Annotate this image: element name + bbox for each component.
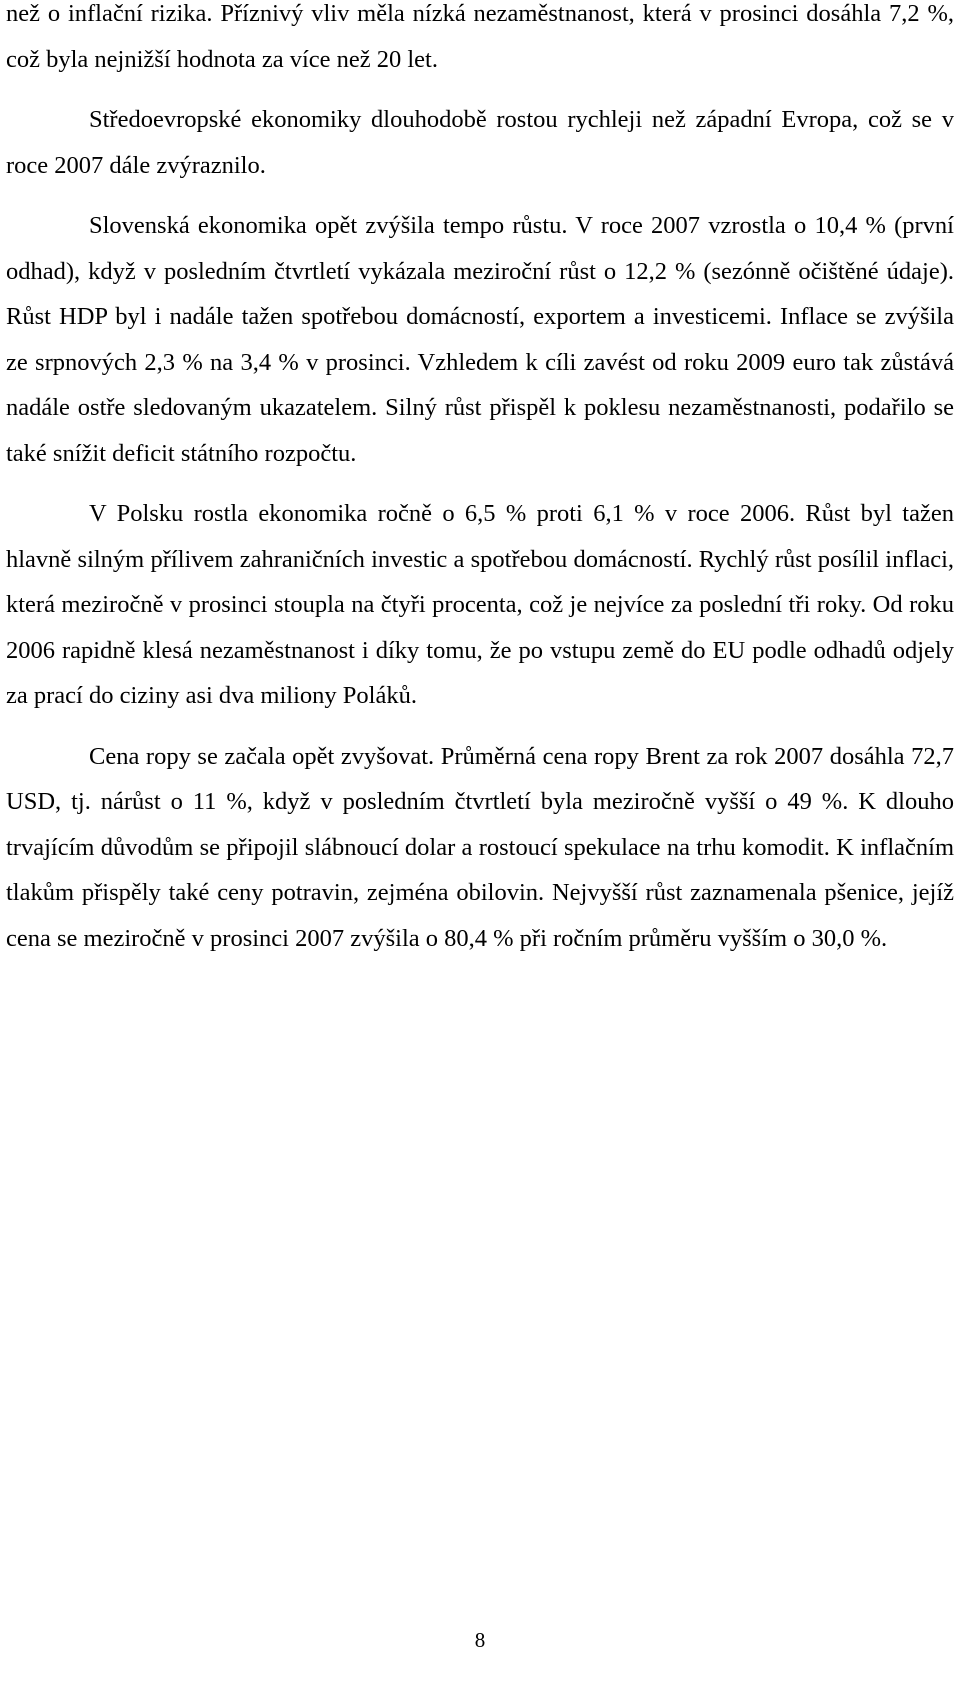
paragraph-inflation-continuation: než o inflační rizika. Příznivý vliv měla nízká nezaměstnanost, která v prosinci dosáhla 7,2 %, což byla nejnižší hodnota za více než 20 let. [6, 0, 954, 73]
document-page [6, 0, 954, 961]
paragraph-poland: V Polsku rostla ekonomika ročně o 6,5 % proti 6,1 % v roce 2006. Růst byl tažen hlavně silným přílivem zahraničních investic a spotřebou domácností. Rychlý růst posílil inflaci, která meziročně v prosinci stoupla na čtyři procenta, což je nejvíce za poslední tři roky. Od roku 2006 rapidně klesá nezaměstnanost i díky tomu, že po vstupu země do EU podle odhadů odjely za prací do ciziny asi dva miliony Poláků. [6, 500, 954, 709]
paragraph-slovakia: Slovenská ekonomika opět zvýšila tempo růstu. V roce 2007 vzrostla o 10,4 % (první odhad), když v posledním čtvrtletí vykázala meziroční růst o 12,2 % (sezónně očištěné údaje). Růst HDP byl i nadále tažen spotřebou domácností, exportem a investicemi. Inflace se zvýšila ze srpnových 2,3 % na 3,4 % v prosinci. Vzhledem k cíli zavést od roku 2009 euro tak zůstává nadále ostře sledovaným ukazatelem. Silný růst přispěl k poklesu nezaměstnanosti, podařilo se také snížit deficit státního rozpočtu. [6, 212, 954, 467]
paragraph-oil-price: Cena ropy se začala opět zvyšovat. Průměrná cena ropy Brent za rok 2007 dosáhla 72,7 USD, tj. nárůst o 11 %, když v posledním čtvrtletí byla meziročně vyšší o 49 %. K dlouho trvajícím důvodům se připojil slábnoucí dolar a rostoucí spekulace na trhu komodit. K inflačním tlakům přispěly také ceny potravin, zejména obilovin. Nejvyšší růst zaznamenala pšenice, jejíž cena se meziročně v prosinci 2007 zvýšila o 80,4 % při ročním průměru vyšším o 30,0 %. [6, 742, 954, 952]
paragraph-central-europe: Středoevropské ekonomiky dlouhodobě rostou rychleji než západní Evropa, což se v roce 2007 dále zvýraznilo. [6, 106, 954, 179]
page-number: 8 [474, 1628, 486, 1652]
